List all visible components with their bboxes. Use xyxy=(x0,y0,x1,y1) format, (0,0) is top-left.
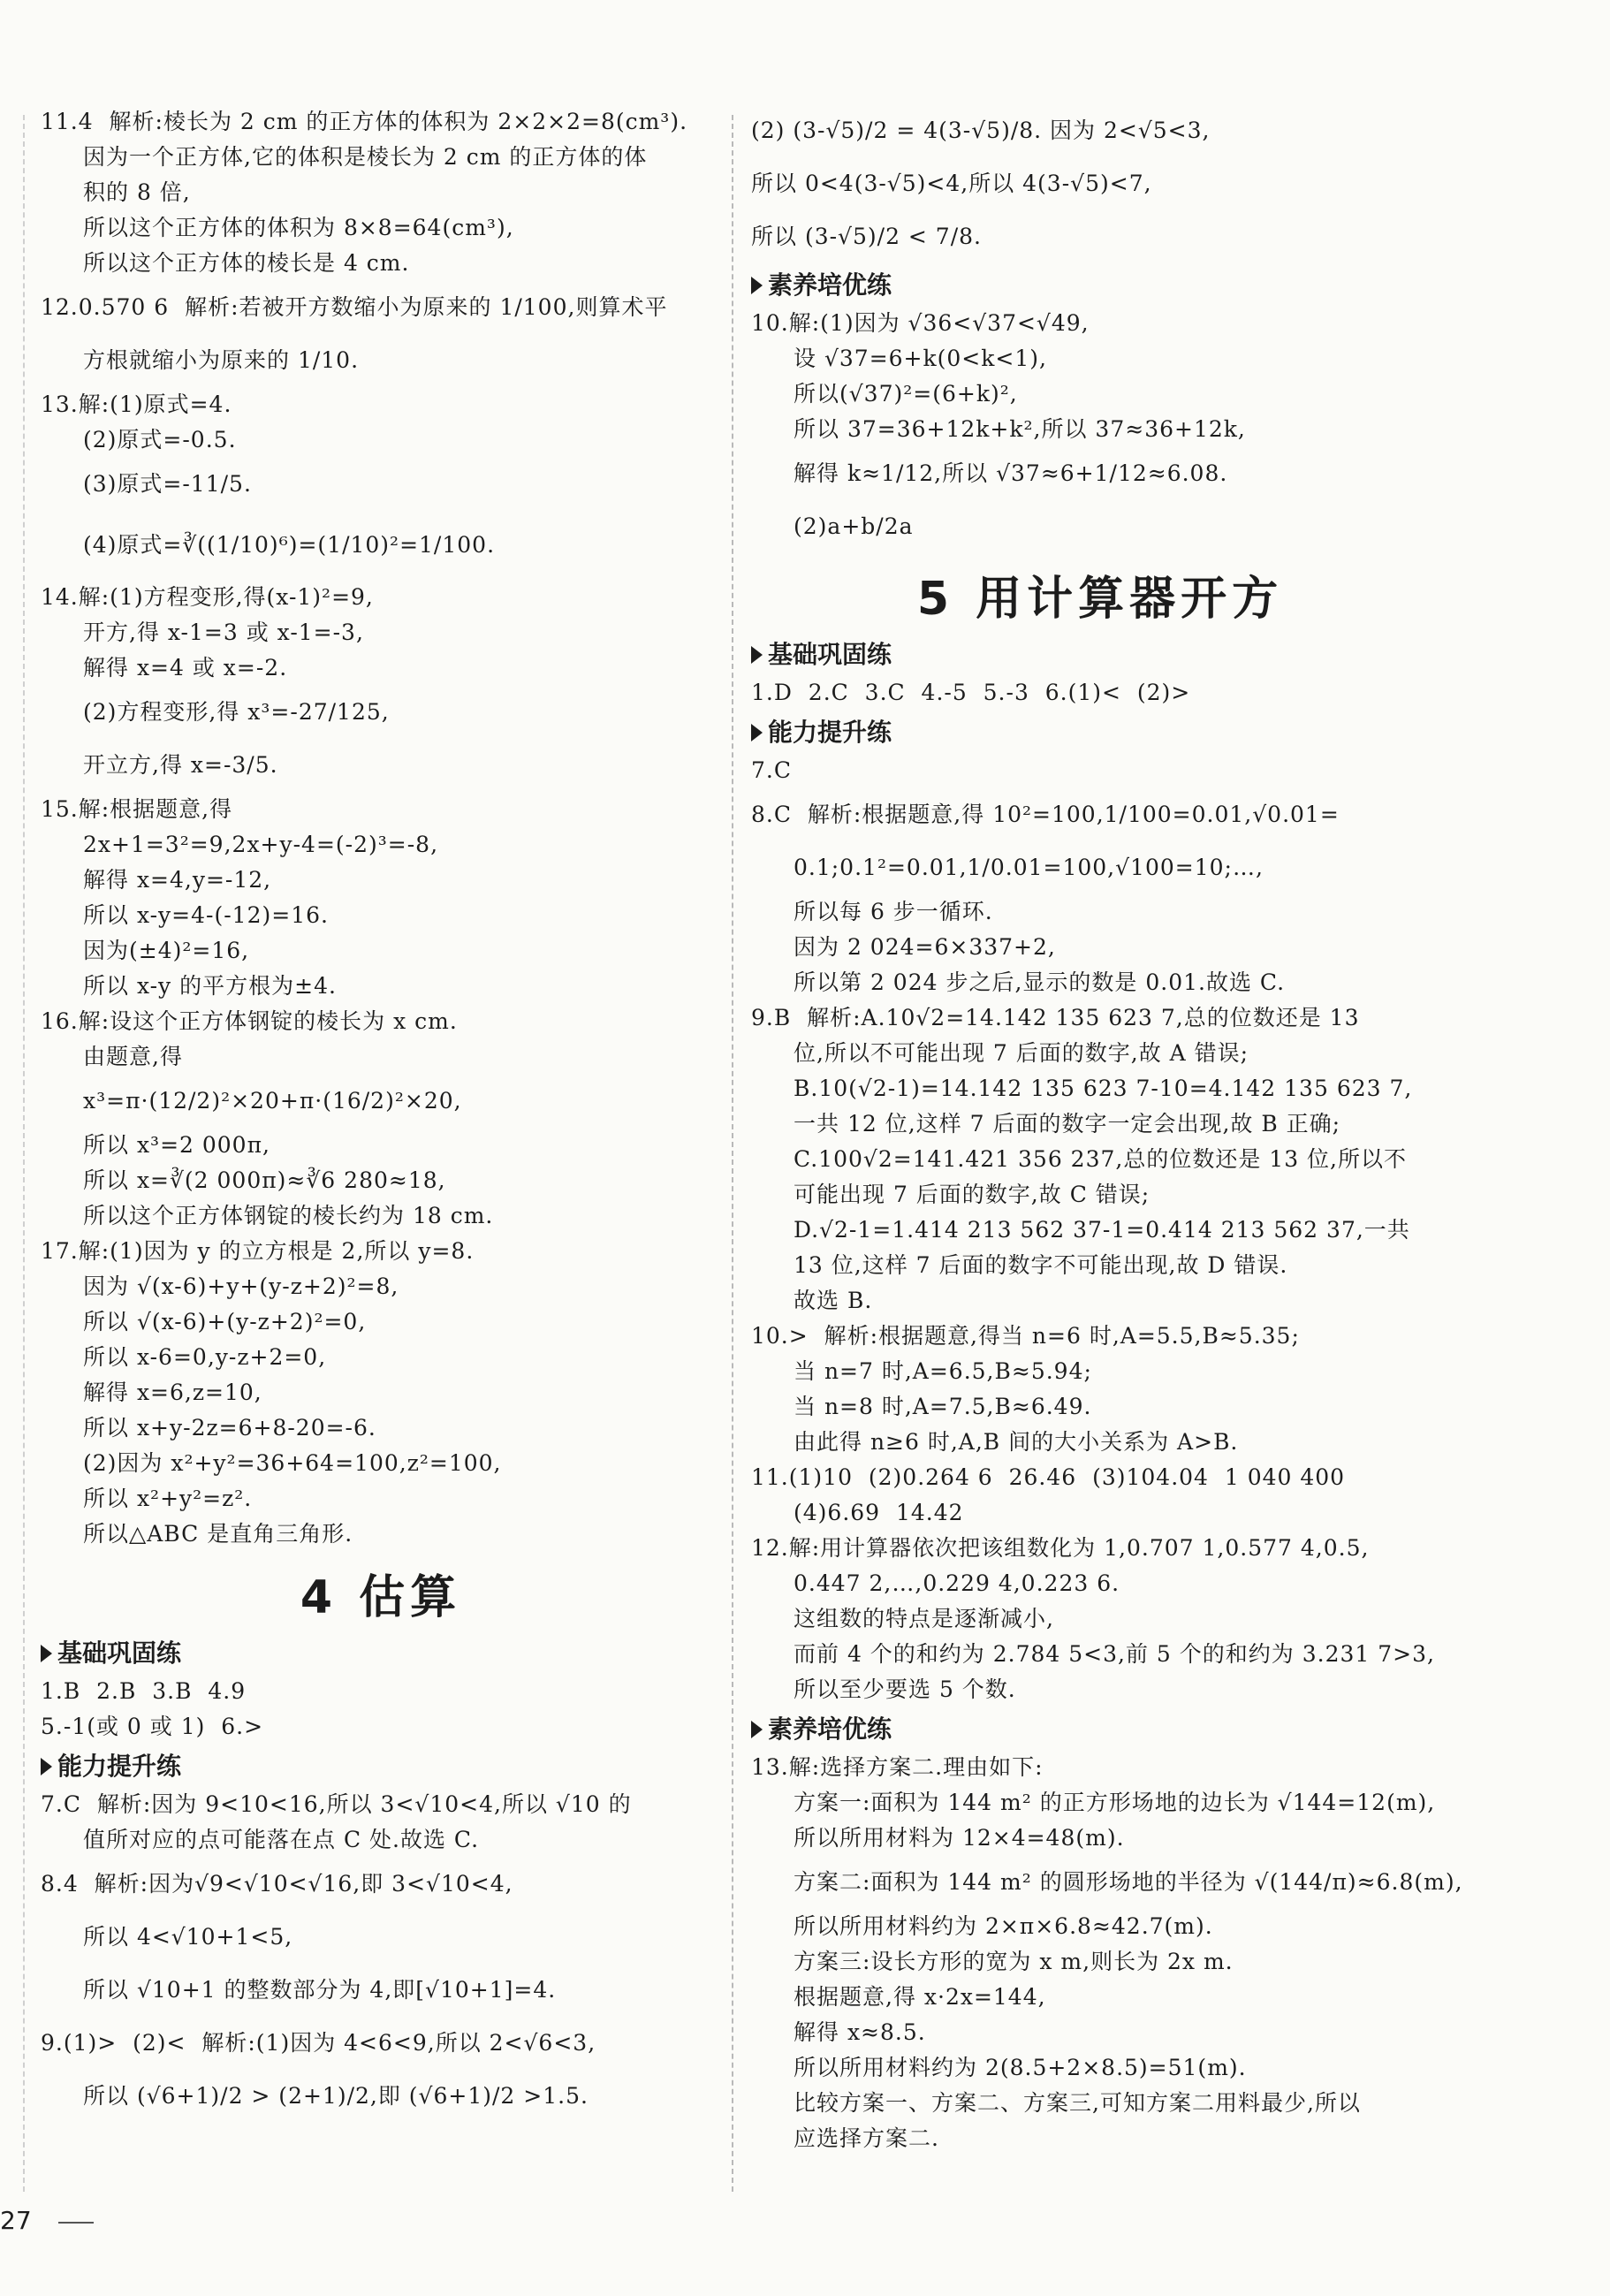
text-line: 所以 (√6+1)/2 > (2+1)/2,即 (√6+1)/2 >1.5. xyxy=(83,2083,589,2109)
text-line: 0.1;0.1²=0.01,1/0.01=100,√100=10;…, xyxy=(794,855,1264,880)
text-line: 2x+1=3²=9,2x+y-4=(-2)³=-8, xyxy=(83,832,439,857)
text-line: (2) (3-√5)/2 = 4(3-√5)/8. 因为 2<√5<3, xyxy=(751,118,1211,143)
subsection-label: 基础巩固练 xyxy=(57,1638,182,1668)
text-line: 位,所以不可能出现 7 后面的数字,故 A 错误; xyxy=(794,1040,1249,1066)
text-line: 开立方,得 x=-3/5. xyxy=(83,752,278,778)
text-line: 所以这个正方体的棱长是 4 cm. xyxy=(83,250,410,276)
text-line: 可能出现 7 后面的数字,故 C 错误; xyxy=(794,1182,1151,1207)
answer-15 xyxy=(41,792,721,1004)
text-line: 13.解:(1)原式=4. xyxy=(41,392,232,417)
text-line: 5.-1(或 0 或 1) 6.> xyxy=(41,1714,264,1739)
text-line: 17.解:(1)因为 y 的立方根是 2,所以 y=8. xyxy=(41,1238,475,1264)
text-line: 解得 x≈8.5. xyxy=(794,2019,926,2045)
text-line: 所以这个正方体的体积为 8×8=64(cm³), xyxy=(83,215,514,240)
text-line: 所以(√37)²=(6+k)², xyxy=(794,381,1018,407)
text-line: 所以第 2 024 步之后,显示的数是 0.01.故选 C. xyxy=(794,969,1286,995)
triangle-marker-icon xyxy=(751,646,763,664)
text-line: 设 √37=6+k(0<k<1), xyxy=(794,346,1047,371)
column-divider xyxy=(732,115,733,2192)
text-line: 所以 x-y=4-(-12)=16. xyxy=(83,902,329,928)
text-line: D.√2-1=1.414 213 562 37-1=0.414 213 562 37,一共 xyxy=(794,1217,1410,1243)
answer-11 xyxy=(41,104,721,281)
text-line: 因为(±4)²=16, xyxy=(83,938,250,963)
subsection-label: 素养培优练 xyxy=(768,270,892,300)
text-line: 而前 4 个的和约为 2.784 5<3,前 5 个的和约为 3.231 7>3, xyxy=(794,1641,1435,1667)
answer-13 xyxy=(41,387,721,580)
text-line: 所以 x-6=0,y-z+2=0, xyxy=(83,1344,327,1370)
answer-17 xyxy=(41,1234,721,1552)
subsection-quality xyxy=(751,267,1449,304)
subsection-label: 素养培优练 xyxy=(768,1714,892,1744)
text-line: (4)6.69 14.42 xyxy=(794,1500,964,1525)
text-line: C.100√2=141.421 356 237,总的位数还是 13 位,所以不 xyxy=(794,1146,1407,1172)
text-line: 7.C 解析:因为 9<10<16,所以 3<√10<4,所以 √10 的 xyxy=(41,1791,632,1817)
text-line: 当 n=7 时,A=6.5,B≈5.94; xyxy=(794,1358,1092,1384)
subsection-label: 基础巩固练 xyxy=(768,640,892,669)
text-line: 1.B 2.B 3.B 4.9 xyxy=(41,1678,247,1704)
subsection-label: 能力提升练 xyxy=(768,718,892,747)
triangle-marker-icon xyxy=(751,277,763,294)
text-line: 9.(1)> (2)< 解析:(1)因为 4<6<9,所以 2<√6<3, xyxy=(41,2030,596,2056)
text-line: 14.解:(1)方程变形,得(x-1)²=9, xyxy=(41,584,374,610)
triangle-marker-icon xyxy=(41,1758,52,1775)
answer-16 xyxy=(41,1004,721,1234)
text-line: 1.D 2.C 3.C 4.-5 5.-3 6.(1)< (2)> xyxy=(751,680,1191,705)
text-line: (2)a+b/2a xyxy=(794,513,914,539)
text-line: 因为 2 024=6×337+2, xyxy=(794,934,1056,960)
footer-rule xyxy=(58,2222,94,2224)
text-line: 所以△ABC 是直角三角形. xyxy=(83,1521,353,1547)
text-line: 16.解:设这个正方体钢锭的棱长为 x cm. xyxy=(41,1008,458,1034)
section-title-4: 4 估算 xyxy=(300,1571,462,1624)
text-line: 9.B 解析:A.10√2=14.142 135 623 7,总的位数还是 13 xyxy=(751,1005,1360,1030)
subsection-basic xyxy=(751,636,1449,673)
text-line: 所以这个正方体钢锭的棱长约为 18 cm. xyxy=(83,1203,494,1228)
text-line: 所以 x³=2 000π, xyxy=(83,1132,270,1158)
text-line: 所以 37=36+12k+k²,所以 37≈36+12k, xyxy=(794,416,1246,442)
text-line: 由题意,得 xyxy=(83,1044,183,1069)
text-line: 所以 x-y 的平方根为±4. xyxy=(83,973,337,999)
triangle-marker-icon xyxy=(41,1645,52,1662)
right-column xyxy=(751,104,1463,2156)
text-line: 解得 k≈1/12,所以 √37≈6+1/12≈6.08. xyxy=(794,460,1228,486)
text-line: 所以所用材料约为 2(8.5+2×8.5)=51(m). xyxy=(794,2055,1247,2080)
text-line: 由此得 n≥6 时,A,B 间的大小关系为 A>B. xyxy=(794,1429,1239,1455)
text-line: (3)原式=-11/5. xyxy=(83,471,252,497)
text-line: 所以所用材料为 12×4=48(m). xyxy=(794,1825,1125,1851)
subsection-ability xyxy=(41,1748,721,1785)
text-line: 开方,得 x-1=3 或 x-1=-3, xyxy=(83,620,364,645)
text-line: 10.> 解析:根据题意,得当 n=6 时,A=5.5,B≈5.35; xyxy=(751,1323,1300,1349)
text-line: 15.解:根据题意,得 xyxy=(41,796,233,822)
text-line: 一共 12 位,这样 7 后面的数字一定会出现,故 B 正确; xyxy=(794,1111,1341,1137)
text-line: x³=π·(12/2)²×20+π·(16/2)²×20, xyxy=(83,1088,462,1114)
text-line: 方案二:面积为 144 m² 的圆形场地的半径为 √(144/π)≈6.8(m), xyxy=(794,1869,1463,1895)
text-line: 解得 x=4 或 x=-2. xyxy=(83,655,288,680)
text-line: 13.解:选择方案二.理由如下: xyxy=(751,1754,1044,1780)
text-line: 根据题意,得 x·2x=144, xyxy=(794,1984,1046,2010)
answer-14 xyxy=(41,580,721,792)
text-line: 7.C xyxy=(751,757,792,783)
text-line: 所以 x+y-2z=6+8-20=-6. xyxy=(83,1415,376,1441)
text-line: 12.0.570 6 解析:若被开方数缩小为原来的 1/100,则算术平 xyxy=(41,294,668,320)
text-line: 方案一:面积为 144 m² 的正方形场地的边长为 √144=12(m), xyxy=(794,1790,1436,1815)
text-line: 13 位,这样 7 后面的数字不可能出现,故 D 错误. xyxy=(794,1252,1288,1278)
text-line: 所以 √(x-6)+(y-z+2)²=0, xyxy=(83,1309,367,1334)
text-line: 方案三:设长方形的宽为 x m,则长为 2x m. xyxy=(794,1949,1234,1974)
text-line: 因为 √(x-6)+y+(y-z+2)²=8, xyxy=(83,1273,399,1299)
text-line: B.10(√2-1)=14.142 135 623 7-10=4.142 135 623 7, xyxy=(794,1076,1413,1101)
text-line: 11.(1)10 (2)0.264 6 26.46 (3)104.04 1 040 400 xyxy=(751,1464,1346,1490)
answer-12 xyxy=(41,281,721,387)
text-line: 方根就缩小为原来的 1/10. xyxy=(83,347,360,373)
text-line: 应选择方案二. xyxy=(794,2125,939,2151)
text-line: 当 n=8 时,A=7.5,B≈6.49. xyxy=(794,1394,1092,1419)
left-column xyxy=(41,104,721,2123)
text-line: 这组数的特点是逐渐减小, xyxy=(794,1606,1054,1631)
subsection-quality xyxy=(751,1711,1449,1748)
section-title-5: 5 用计算器开方 xyxy=(916,573,1284,626)
text-line: 积的 8 倍, xyxy=(83,179,191,205)
subsection-ability xyxy=(751,714,1449,751)
triangle-marker-icon xyxy=(751,724,763,741)
text-line: 所以 √10+1 的整数部分为 4,即[√10+1]=4. xyxy=(83,1977,557,2003)
text-line: 所以 0<4(3-√5)<4,所以 4(3-√5)<7, xyxy=(751,171,1152,196)
text-line: 所以至少要选 5 个数. xyxy=(794,1676,1016,1702)
text-line: 12.解:用计算器依次把该组数化为 1,0.707 1,0.577 4,0.5, xyxy=(751,1535,1370,1561)
subsection-basic xyxy=(41,1635,721,1672)
text-line: 10.解:(1)因为 √36<√37<√49, xyxy=(751,310,1090,336)
text-line: (2)因为 x²+y²=36+64=100,z²=100, xyxy=(83,1450,502,1476)
text-line: 所以每 6 步一循环. xyxy=(794,899,993,924)
text-line: 故选 B. xyxy=(794,1288,873,1313)
text-line: (2)原式=-0.5. xyxy=(83,427,237,452)
text-line: 比较方案一、方案二、方案三,可知方案二用料最少,所以 xyxy=(794,2090,1361,2116)
text-line: 11.4 解析:棱长为 2 cm 的正方体的体积为 2×2×2=8(cm³). xyxy=(41,109,688,134)
left-margin-rule xyxy=(23,115,25,2192)
text-line: 0.447 2,…,0.229 4,0.223 6. xyxy=(794,1570,1120,1596)
triangle-marker-icon xyxy=(751,1721,763,1738)
text-line: 值所对应的点可能落在点 C 处.故选 C. xyxy=(83,1827,480,1852)
subsection-label: 能力提升练 xyxy=(57,1752,182,1781)
text-line: 所以 x²+y²=z². xyxy=(83,1486,253,1511)
text-line: 因为一个正方体,它的体积是棱长为 2 cm 的正方体的体 xyxy=(83,144,648,170)
text-line: 解得 x=4,y=-12, xyxy=(83,867,272,893)
text-line: 所以 4<√10+1<5, xyxy=(83,1924,293,1950)
text-line: (2)方程变形,得 x³=-27/125, xyxy=(83,699,390,725)
text-line: 所以 x=∛(2 000π)≈∛6 280≈18, xyxy=(83,1167,446,1193)
text-line: 8.C 解析:根据题意,得 10²=100,1/100=0.01,√0.01= xyxy=(751,802,1340,827)
text-line: 所以 (3-√5)/2 < 7/8. xyxy=(751,224,982,249)
page-number: 27 xyxy=(0,2206,32,2235)
text-line: 8.4 解析:因为√9<√10<√16,即 3<√10<4, xyxy=(41,1871,513,1897)
text-line: 所以所用材料约为 2×π×6.8≈42.7(m). xyxy=(794,1913,1213,1939)
text-line: 解得 x=6,z=10, xyxy=(83,1380,262,1405)
text-line: (4)原式=∛((1/10)⁶)=(1/10)²=1/100. xyxy=(83,532,496,558)
